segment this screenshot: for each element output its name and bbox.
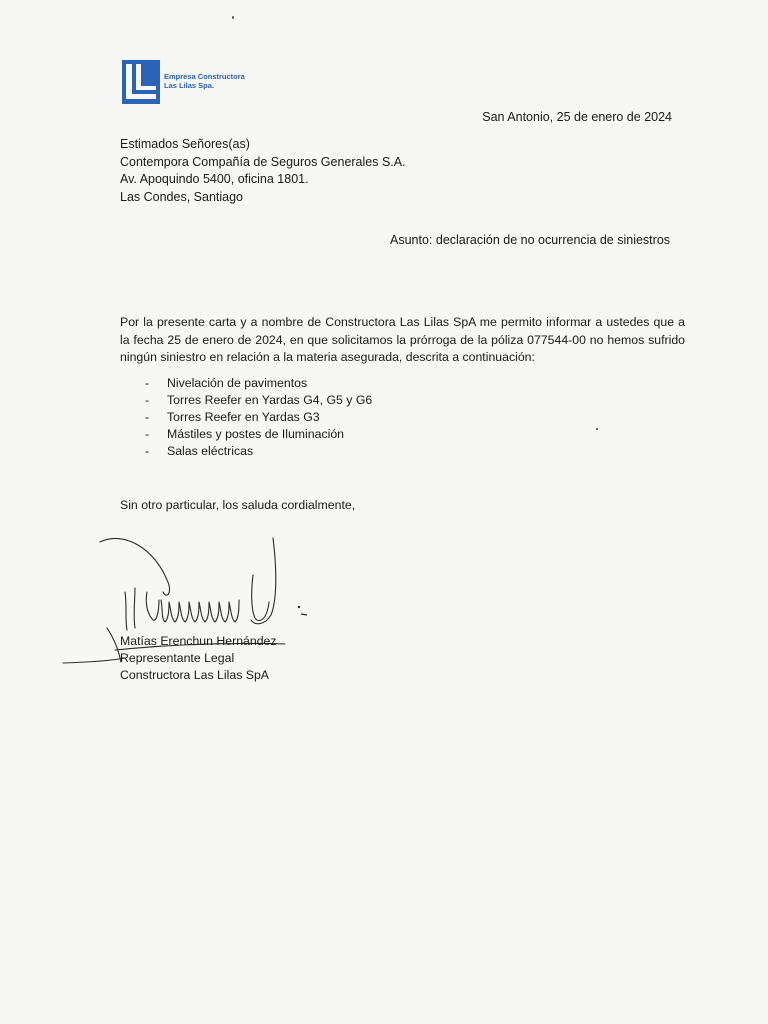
date-line: San Antonio, 25 de enero de 2024 — [482, 110, 672, 124]
company-logo — [122, 60, 245, 104]
insured-items-list — [145, 375, 372, 460]
list-item-label: Torres Reefer en Yardas G3 — [167, 410, 320, 424]
list-item-label: Torres Reefer en Yardas G4, G5 y G6 — [167, 393, 373, 407]
paper-speck — [232, 16, 234, 19]
signatory-company: Constructora Las Lilas SpA — [120, 668, 270, 682]
recipient-address: Av. Apoquindo 5400, oficina 1801. — [120, 172, 309, 186]
bullet-dash: - — [145, 410, 150, 424]
bullet-dash: - — [145, 427, 150, 441]
signatory-name: Matías Erenchun Hernández — [120, 634, 277, 648]
recipient-company: Contempora Compañía de Seguros Generales S.A. — [120, 154, 406, 169]
salutation: Estimados Señores(as) — [120, 137, 250, 151]
bullet-dash: - — [145, 376, 150, 390]
bullet-dash: - — [145, 444, 150, 458]
company-name-line1: Empresa Constructora — [164, 72, 245, 81]
company-name — [164, 72, 245, 90]
list-item — [145, 392, 372, 409]
list-item-label: Salas eléctricas — [167, 444, 254, 458]
list-item — [145, 426, 372, 443]
list-item — [145, 375, 372, 392]
recipient-block — [120, 136, 406, 206]
recipient-city: Las Condes, Santiago — [120, 189, 244, 204]
lilas-logo-icon — [122, 60, 160, 104]
bullet-dash: - — [145, 393, 150, 407]
signatory-block — [120, 633, 277, 684]
body-paragraph: Por la presente carta y a nombre de Constructora Las Lilas SpA me permito informar a ustedes que a la fecha 25 de enero de 2024, en que solicitamos la prórroga de la póliza 077544-00 no hemos sufrido ningún siniestro en relación a la materia asegurada, descrita a continuación: — [120, 315, 685, 364]
list-item — [145, 409, 372, 426]
subject-line: Asunto: declaración de no ocurrencia de siniestros — [390, 233, 671, 247]
list-item-label: Nivelación de pavimentos — [167, 376, 308, 390]
list-item-label: Mástiles y postes de Iluminación — [167, 427, 345, 441]
signatory-title: Representante Legal — [120, 651, 235, 665]
company-name-line2: Las Lilas Spa. — [164, 81, 215, 90]
paper-speck — [596, 428, 598, 430]
list-item — [145, 443, 372, 460]
closing-line: Sin otro particular, los saluda cordialmente, — [120, 498, 356, 512]
